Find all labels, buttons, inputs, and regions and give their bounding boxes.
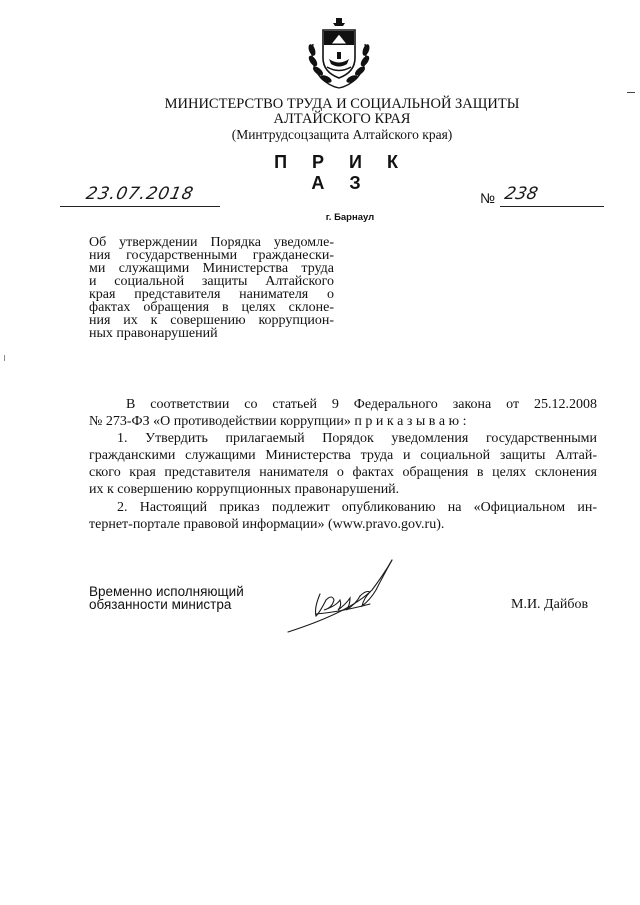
subject-line: ния их к совершению коррупцион- <box>89 313 334 328</box>
ministry-name-line2: АЛТАЙСКОГО КРАЯ <box>273 111 411 127</box>
date-underline <box>60 206 220 207</box>
body-paragraph-line: гражданскими служащими Министерства труда и социальной защиты Алтай- <box>89 448 597 463</box>
ministry-short-name: (Минтрудсоцзащита Алтайского края) <box>231 127 453 142</box>
subject-line: ми служащими Министерства труда <box>89 261 334 276</box>
subject-line: фактах обращения в целях склоне- <box>89 300 334 315</box>
city-label: г. Барнаул <box>325 212 375 223</box>
body-paragraph-line: № 273-ФЗ «О противодействии коррупции» п р и к а з ы в а ю : <box>89 414 467 429</box>
body-paragraph-line: тернет-портале правовой информации» (www.pravo.gov.ru). <box>89 517 445 532</box>
scan-edge-mark <box>4 355 5 361</box>
subject-line: ных правонарушений <box>89 326 218 341</box>
number-label: № <box>480 190 496 206</box>
signer-name: М.И. Дайбов <box>511 597 589 612</box>
subject-line: Об утверждении Порядка уведомле- <box>89 235 334 250</box>
document-date: 23.07.2018 <box>84 184 196 204</box>
coat-of-arms-icon <box>299 14 379 94</box>
handwritten-signature-icon <box>280 554 410 640</box>
subject-line: края представителя нанимателя о <box>89 287 334 302</box>
body-paragraph-line: 1. Утвердить прилагаемый Порядок уведомления государственными <box>117 431 597 446</box>
body-paragraph-line: В соответствии со статьей 9 Федерального закона от 25.12.2008 <box>126 397 597 412</box>
number-underline <box>500 206 604 207</box>
subject-line: ния государственными гражданески- <box>89 248 334 263</box>
document-number: 238 <box>502 184 540 204</box>
body-paragraph-line: их к совершению коррупционных правонарушений. <box>89 482 400 497</box>
body-paragraph-line: ского края представителя нанимателя о фактах обращения в целях склонения <box>89 465 597 480</box>
signatory-title-line2: обязанности министра <box>89 597 232 612</box>
signatory-title-line1: Временно исполняющий <box>89 584 244 599</box>
ministry-name-line1: МИНИСТЕРСТВО ТРУДА И СОЦИАЛЬНОЙ ЗАЩИТЫ <box>164 96 520 112</box>
subject-line: и социальной защиты Алтайского <box>89 274 334 289</box>
body-paragraph-line: 2. Настоящий приказ подлежит опубликованию на «Официальном ин- <box>117 500 597 515</box>
document-type-title: П Р И К А З <box>274 152 408 193</box>
margin-mark <box>627 92 635 93</box>
